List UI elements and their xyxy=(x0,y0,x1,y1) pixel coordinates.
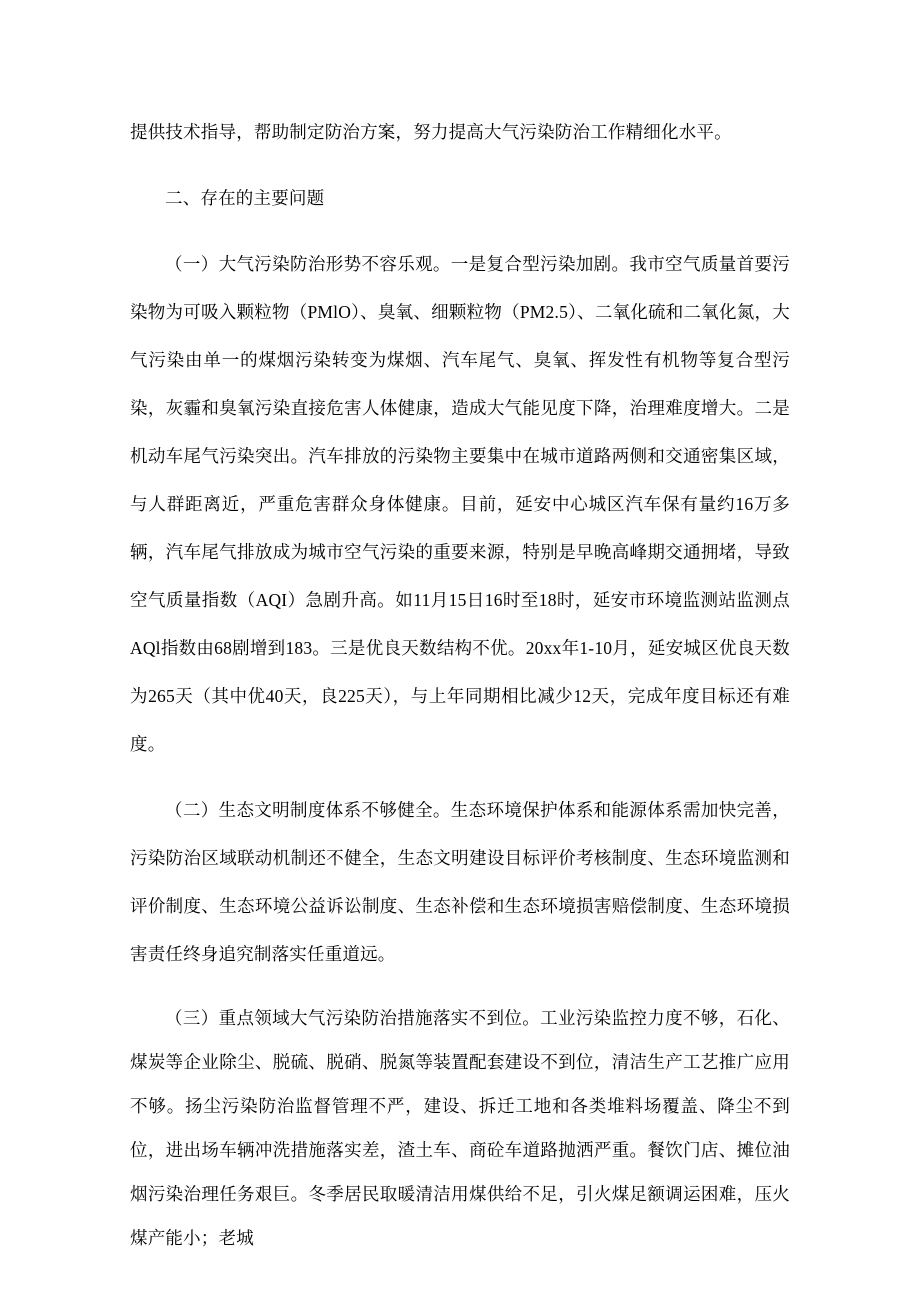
paragraph: （三）重点领域大气污染防治措施落实不到位。工业污染监控力度不够，石化、煤炭等企业除尘、脱硫、脱硝、脱氮等装置配套建设不到位，清洁生产工艺推广应用不够。扬尘污染防治监督管理不严，建设、拆迁工地和各类堆料场覆盖、降尘不到位，进出场车辆冲洗措施落实差，渣土车、商砼车道路抛洒严重。餐饮门店、摊位油烟污染治理任务艰巨。冬季居民取暖清洁用煤供给不足，引火煤足额调运困难，压火煤产能小；老城 xyxy=(130,1008,790,1248)
paragraph: 二、存在的主要问题 xyxy=(165,188,325,208)
paragraph: 提供技术指导，帮助制定防治方案，努力提高大气污染防治工作精细化水平。 xyxy=(130,122,732,142)
paragraph: （二）生态文明制度体系不够健全。生态环境保护体系和能源体系需加快完善，污染防治区域联动机制还不健全，生态文明建设目标评价考核制度、生态环境监测和评价制度、生态环境公益诉讼制度、生态补偿和生态环境损害赔偿制度、生态环境损害责任终身追究制落实任重道远。 xyxy=(130,800,790,964)
paragraph: （一）大气污染防治形势不容乐观。一是复合型污染加剧。我市空气质量首要污染物为可吸入颗粒物（PMlO）、臭氧、细颗粒物（PM2.5）、二氧化硫和二氧化氮，大气污染由单一的煤烟污染转变为煤烟、汽车尾气、臭氧、挥发性有机物等复合型污染，灰霾和臭氧污染直接危害人体健康，造成大气能见度下降，治理难度增大。二是机动车尾气污染突出。汽车排放的污染物主要集中在城市道路两侧和交通密集区域，与人群距离近，严重危害群众身体健康。目前，延安中心城区汽车保有量约16万多辆，汽车尾气排放成为城市空气污染的重要来源，特别是早晚高峰期交通拥堵，导致空气质量指数（AQI）急剧升高。如11月15日16时至18时，延安市环境监测站监测点AQl指数由68剧增到183。三是优良天数结构不优。20xx年1-10月，延安城区优良天数为265天（其中优40天，良225天），与上年同期相比减少12天，完成年度目标还有难度。 xyxy=(130,254,790,754)
document-body xyxy=(130,108,790,1278)
